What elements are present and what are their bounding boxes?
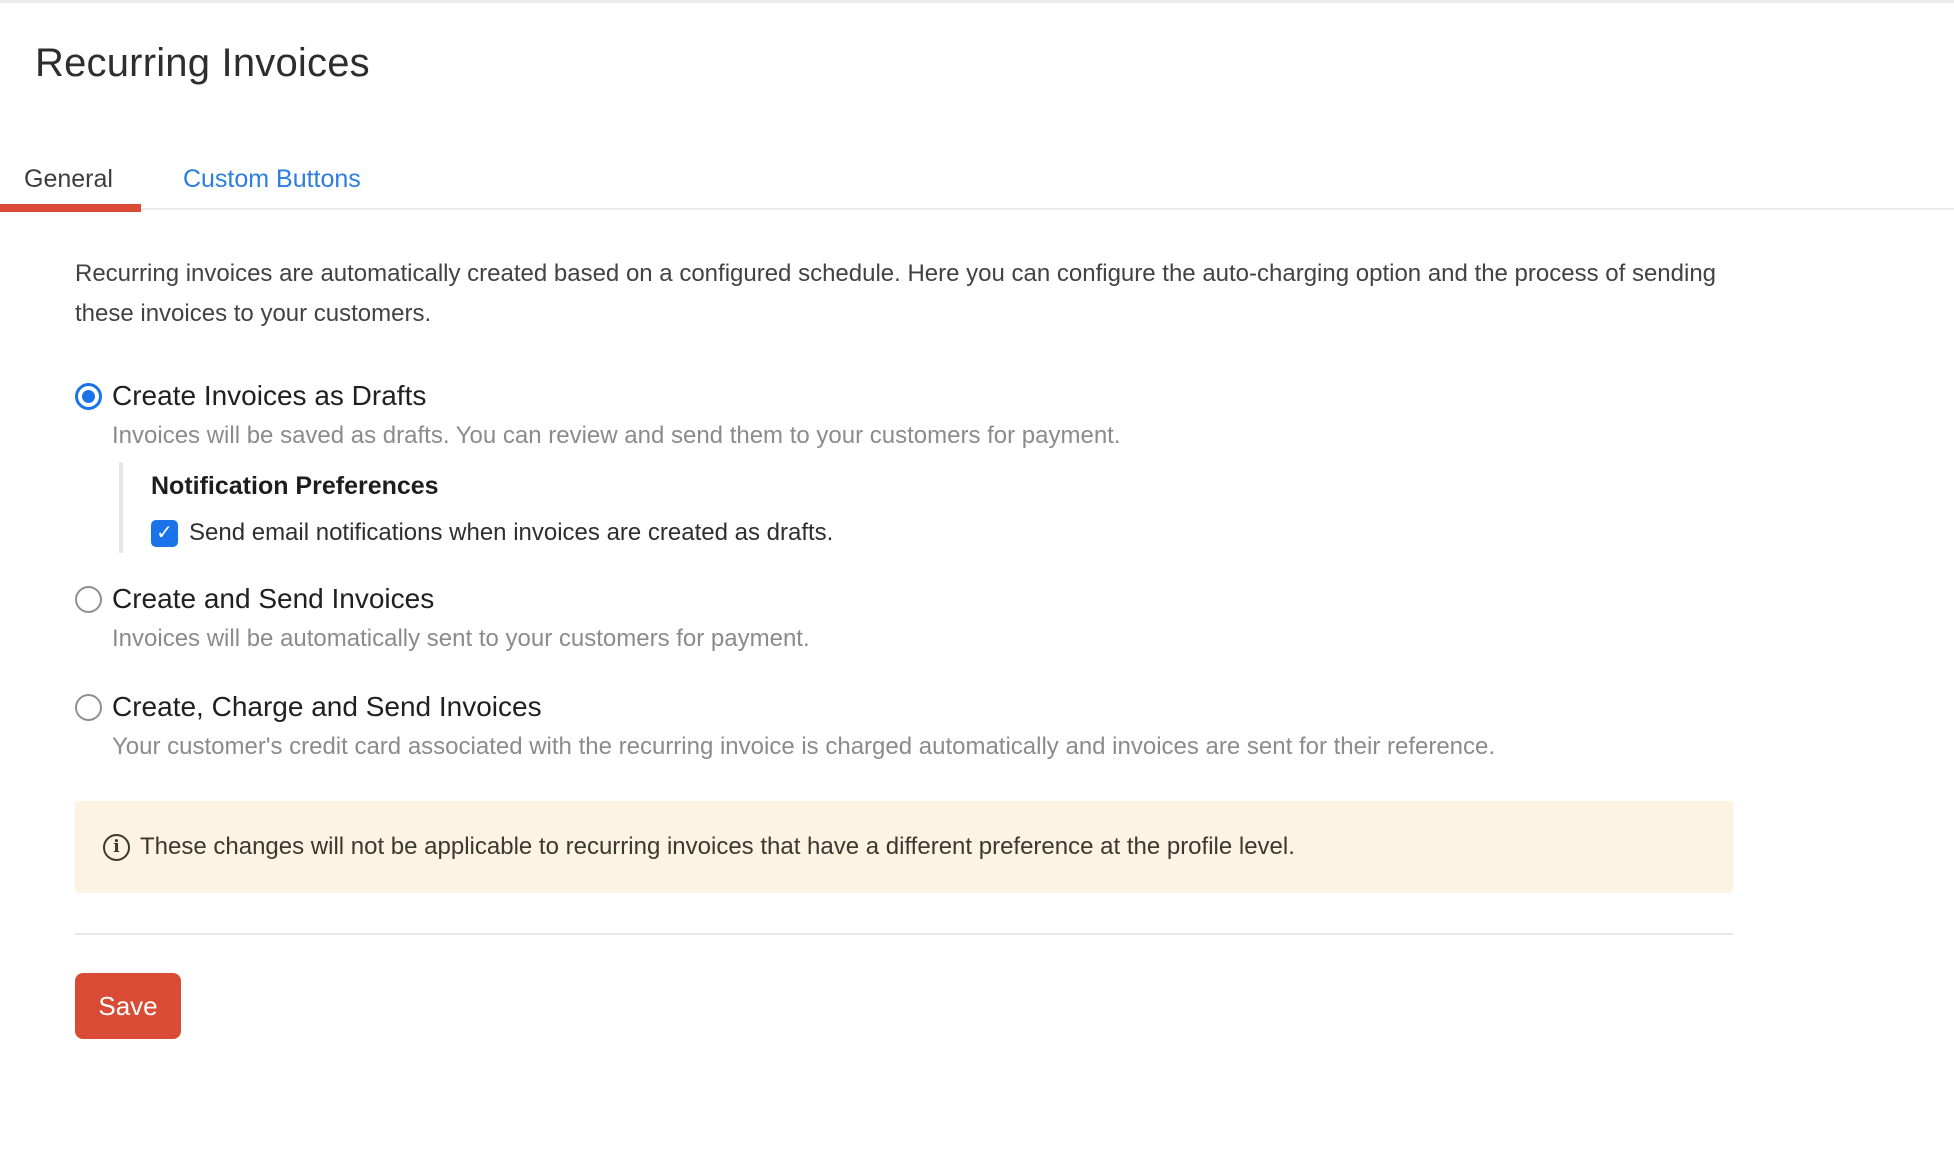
- tab-custom-buttons-label: Custom Buttons: [182, 164, 361, 193]
- info-banner: [75, 801, 1733, 893]
- radio-selected-icon[interactable]: [75, 383, 102, 410]
- info-banner-text: These changes will not be applicable to recurring invoices that have a different preference at the profile level.: [140, 833, 1295, 860]
- email-notification-checkbox-row[interactable]: [151, 519, 1733, 547]
- option-create-and-send: [75, 583, 1733, 653]
- tab-bar: [0, 150, 1954, 210]
- option-desc-create-and-send: Invoices will be automatically sent to your customers for payment.: [112, 625, 810, 652]
- checkmark-icon: ✓: [156, 522, 173, 544]
- tab-general-label: General: [24, 164, 113, 193]
- notification-preferences-heading: Notification Preferences: [151, 472, 439, 500]
- radio-unselected-icon[interactable]: [75, 694, 102, 721]
- radio-row-create-charge-send[interactable]: [75, 691, 1733, 723]
- radio-row-create-drafts[interactable]: [75, 380, 1733, 412]
- radio-row-create-and-send[interactable]: [75, 583, 1733, 615]
- option-label-create-charge-send: Create, Charge and Send Invoices: [112, 691, 542, 722]
- option-create-drafts: [75, 380, 1733, 553]
- option-desc-create-drafts: Invoices will be saved as drafts. You can review and send them to your customers for payment.: [112, 422, 1121, 449]
- top-divider: [0, 0, 1954, 3]
- email-notification-checkbox-label: Send email notifications when invoices are created as drafts.: [189, 519, 834, 546]
- option-create-charge-send: [75, 691, 1733, 761]
- info-icon-letter: i: [113, 836, 120, 857]
- active-tab-indicator: [0, 204, 141, 212]
- settings-content: [75, 254, 1733, 1039]
- checkbox-checked-icon[interactable]: [151, 520, 178, 547]
- save-button[interactable]: Save: [75, 973, 181, 1039]
- page-title: Recurring Invoices: [35, 41, 370, 85]
- option-desc-create-charge-send: Your customer's credit card associated with the recurring invoice is charged automatically and invoices are sent for their reference.: [112, 733, 1496, 760]
- notification-preferences-block: [119, 462, 1733, 553]
- tab-general[interactable]: [0, 150, 141, 208]
- radio-unselected-icon[interactable]: [75, 586, 102, 613]
- section-divider: [75, 933, 1733, 935]
- option-label-create-drafts: Create Invoices as Drafts: [112, 380, 427, 411]
- intro-text: Recurring invoices are automatically created based on a configured schedule. Here you can configure the auto-charging option and the process of sending these invoices to your customers.: [75, 260, 1717, 327]
- info-icon: [103, 834, 130, 861]
- tab-custom-buttons[interactable]: [173, 150, 371, 208]
- option-label-create-and-send: Create and Send Invoices: [112, 583, 435, 614]
